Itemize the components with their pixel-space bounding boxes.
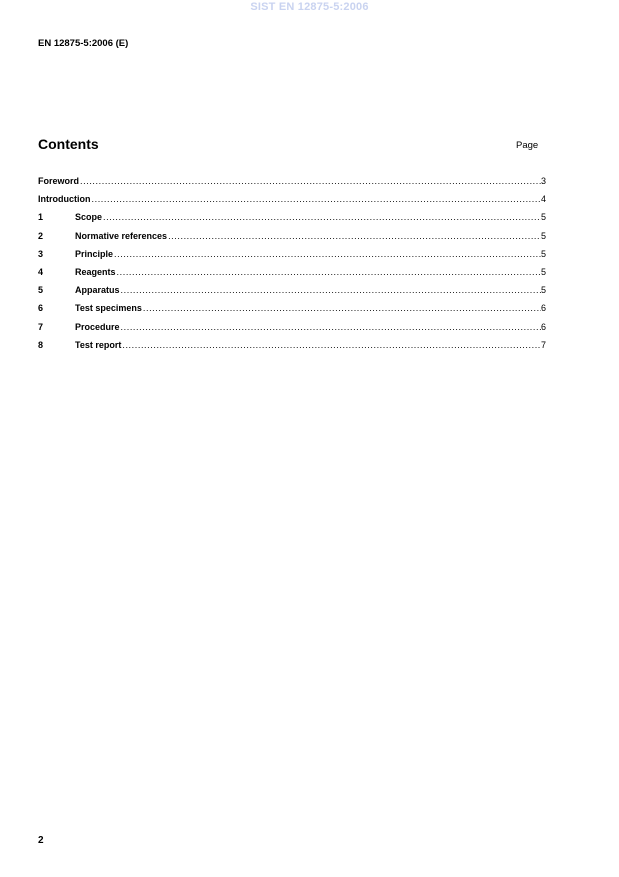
toc-entry-page: 4 xyxy=(540,194,546,205)
toc-entry-test-report[interactable] xyxy=(38,339,546,357)
toc-entry-title: Principle xyxy=(75,248,114,259)
toc-entry-title: Normative references xyxy=(75,230,168,241)
toc-entry-title: Procedure xyxy=(75,321,120,332)
toc-entry-number: 1 xyxy=(38,212,44,223)
table-of-contents xyxy=(38,175,546,357)
toc-entry-principle[interactable] xyxy=(38,248,546,266)
toc-entry-introduction[interactable] xyxy=(38,193,546,211)
toc-leader-dots xyxy=(121,284,541,296)
page-number: 2 xyxy=(38,835,44,846)
toc-entry-title: Test specimens xyxy=(75,303,142,314)
toc-entry-title: Foreword xyxy=(38,176,80,186)
toc-leader-dots xyxy=(80,175,541,187)
contents-heading: Contents xyxy=(38,136,99,152)
toc-entry-title: Test report xyxy=(75,339,122,350)
toc-entry-page: 3 xyxy=(540,176,546,186)
toc-leader-dots xyxy=(122,339,541,351)
toc-entry-title: Scope xyxy=(75,212,103,223)
toc-entry-page: 6 xyxy=(540,303,546,314)
toc-entry-procedure[interactable] xyxy=(38,321,546,339)
toc-entry-number: 3 xyxy=(38,248,44,259)
toc-entry-title: Apparatus xyxy=(75,285,120,296)
page-column-label: Page xyxy=(516,140,539,151)
toc-entry-page: 5 xyxy=(540,248,546,259)
toc-entry-foreword[interactable] xyxy=(38,175,546,193)
toc-leader-dots xyxy=(117,266,541,278)
toc-entry-page: 5 xyxy=(540,285,546,296)
toc-entry-title: Reagents xyxy=(75,266,116,277)
toc-leader-dots xyxy=(168,230,541,242)
toc-leader-dots xyxy=(114,248,541,260)
toc-entry-test-specimens[interactable] xyxy=(38,302,546,320)
document-id: EN 12875-5:2006 (E) xyxy=(38,38,129,49)
toc-entry-normative-references[interactable] xyxy=(38,230,546,248)
toc-entry-number: 2 xyxy=(38,230,44,241)
toc-entry-number: 8 xyxy=(38,339,44,350)
toc-entry-number: 4 xyxy=(38,266,44,277)
watermark: SIST EN 12875-5:2006 xyxy=(250,1,369,13)
toc-entry-page: 5 xyxy=(540,230,546,241)
toc-entry-number: 5 xyxy=(38,285,44,296)
toc-entry-scope[interactable] xyxy=(38,211,546,229)
toc-entry-number: 6 xyxy=(38,303,44,314)
toc-entry-reagents[interactable] xyxy=(38,266,546,284)
toc-entry-number: 7 xyxy=(38,321,44,332)
toc-leader-dots xyxy=(92,193,541,205)
toc-entry-page: 5 xyxy=(540,212,546,223)
toc-leader-dots xyxy=(143,302,541,314)
toc-leader-dots xyxy=(103,211,541,223)
toc-entry-page: 5 xyxy=(540,266,546,277)
toc-entry-page: 6 xyxy=(540,321,546,332)
toc-leader-dots xyxy=(121,321,541,333)
toc-entry-title: Introduction xyxy=(38,194,91,205)
toc-entry-page: 7 xyxy=(540,339,546,350)
toc-entry-apparatus[interactable] xyxy=(38,284,546,302)
